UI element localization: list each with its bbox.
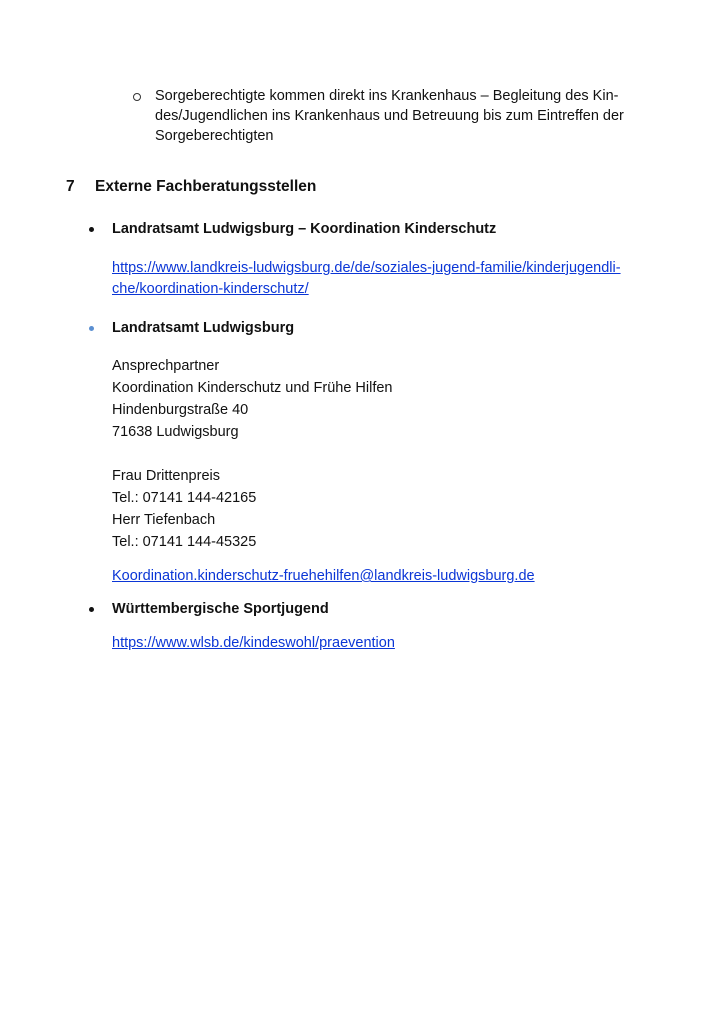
item-1-title: Landratsamt Ludwigsburg – Koordination Kinderschutz bbox=[112, 221, 497, 237]
bullet-icon bbox=[89, 227, 94, 232]
address-line-2: Koordination Kinderschutz und Frühe Hilfen bbox=[112, 380, 393, 396]
address-line-3: Hindenburgstraße 40 bbox=[112, 402, 249, 418]
item-3-title: Württembergische Sportjugend bbox=[112, 601, 329, 617]
item-1-link-line-1[interactable]: https://www.landkreis-ludwigsburg.de/de/soziales-jugend-familie/kinderjugendli- bbox=[112, 260, 621, 276]
contact-line-4: Tel.: 07141 144-45325 bbox=[112, 534, 257, 550]
address-line-4: 71638 Ludwigsburg bbox=[112, 424, 239, 440]
item-3-link[interactable]: https://www.wlsb.de/kindeswohl/praevention bbox=[112, 635, 395, 651]
contact-line-1: Frau Drittenpreis bbox=[112, 468, 220, 484]
bullet-icon bbox=[89, 607, 94, 612]
item-2-title: Landratsamt Ludwigsburg bbox=[112, 320, 295, 336]
section-title: Externe Fachberatungsstellen bbox=[95, 178, 317, 195]
item-1-link-line-2[interactable]: che/koordination-kinderschutz/ bbox=[112, 281, 309, 297]
continued-item-line-1: Sorgeberechtigte kommen direkt ins Krankenhaus – Begleitung des Kin- bbox=[155, 88, 619, 104]
circle-bullet-icon bbox=[133, 93, 141, 101]
email-link[interactable]: Koordination.kinderschutz-fruehehilfen@landkreis-ludwigsburg.de bbox=[112, 568, 535, 584]
continued-item-line-3: Sorgeberechtigten bbox=[155, 128, 274, 144]
address-line-1: Ansprechpartner bbox=[112, 358, 220, 374]
section-number: 7 bbox=[66, 178, 75, 195]
bullet-icon bbox=[89, 326, 94, 331]
continued-item-line-2: des/Jugendlichen ins Krankenhaus und Betreuung bis zum Eintreffen der bbox=[155, 108, 624, 124]
contact-line-2: Tel.: 07141 144-42165 bbox=[112, 490, 257, 506]
contact-line-3: Herr Tiefenbach bbox=[112, 512, 216, 528]
